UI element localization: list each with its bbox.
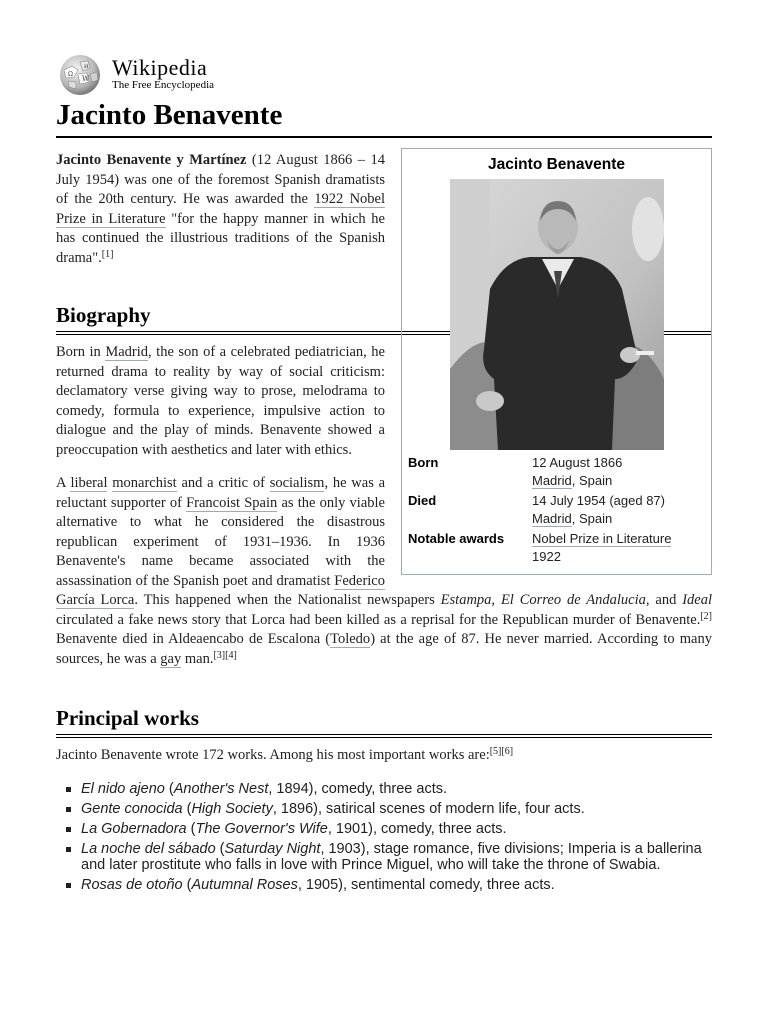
nobel-prize-link[interactable]: 1922 Nobel Prize in Literature (56, 191, 386, 227)
work-text: , 1903), stage romance, five divisions; Imperia is a ballerina and later prostitute who falls in love with Prince Miguel, who will take the throne of Swabia. (81, 840, 702, 873)
infobox (401, 148, 712, 575)
page-title: Jacinto Benavente (56, 98, 712, 138)
work-text: , 1896), satirical scenes of modern life, four acts. (272, 800, 585, 817)
work-english-title: High Society (191, 800, 273, 817)
body-text: , he was a reluctant supporter of (56, 475, 386, 511)
svg-text:W: W (82, 75, 90, 83)
infobox-title: Jacinto Benavente (488, 156, 625, 173)
body-text: , (491, 592, 501, 608)
works-intro (56, 746, 712, 766)
madrid-link[interactable]: Madrid (105, 344, 149, 360)
list-item (81, 877, 712, 894)
intro-text: "for the happy manner in which he has continued the illustrious traditions of the Spanish drama". (56, 210, 385, 266)
work-text: , 1905), sentimental comedy, three acts. (297, 877, 555, 893)
bullet-icon (66, 883, 71, 888)
intro-text: (12 August 1866 – 14 July 1954) was one of the foremost Spanish dramatists of the 20th century. He was awarded the (56, 152, 385, 207)
body-text: circulated a fake news story that Lorca had been killed as a reprisal for the Republican murder of Benavente. (56, 611, 701, 628)
work-title: Rosas de otoño (81, 877, 183, 893)
infobox-label-born: Born (408, 455, 439, 470)
work-text: ( (215, 840, 225, 857)
body-text: , and (645, 592, 683, 608)
ref-link[interactable]: [6] (501, 746, 514, 757)
wikipedia-globe-icon (56, 52, 104, 96)
died-place-rest: , Spain (571, 511, 613, 526)
list-item (81, 801, 712, 818)
work-english-title: Saturday Night (224, 840, 321, 857)
article-page (56, 52, 712, 897)
work-text: ( (182, 877, 192, 893)
monarchist-link[interactable]: monarchist (112, 475, 177, 491)
born-place-rest: , Spain (571, 473, 613, 488)
gay-link[interactable]: gay (160, 650, 182, 667)
infobox-label-awards: Notable awards (408, 531, 505, 546)
work-english-title: The Governor's Wife (195, 820, 328, 837)
body-text: A (56, 475, 71, 491)
work-english-title: Autumnal Roses (191, 877, 298, 893)
francoist-spain-link[interactable]: Francoist Spain (186, 494, 278, 511)
bullet-icon (66, 847, 71, 852)
socialism-link[interactable]: socialism (269, 475, 325, 491)
portrait-photo (450, 179, 664, 450)
ref-link[interactable]: [1] (101, 248, 114, 260)
body-text: , the son of a celebrated pediatrician, he returned drama to reality by way of social criticism: declamatory verse giving way to prose, melodrama to comedy, formula to experience, impulsive action to dialogue and the play of minds. Benavente showed a preoccupation with aesthetics and later with ethics. (56, 344, 385, 458)
work-title: Gente conocida (81, 800, 183, 817)
newspaper-name: Estampa (440, 592, 492, 608)
section-heading-biography: Biography (56, 302, 712, 335)
list-item (81, 821, 712, 838)
infobox-row-awards (408, 530, 705, 566)
body-text: Jacinto Benavente wrote 172 works. Among his most important works are: (56, 747, 490, 763)
newspaper-name: El Correo de Andalucia (500, 592, 646, 608)
toledo-link[interactable]: Toledo (330, 631, 371, 647)
svg-text:И: И (84, 64, 89, 70)
list-item (81, 781, 712, 798)
work-text: ( (182, 800, 192, 817)
work-title: La noche del sábado (81, 840, 216, 857)
wordmark-name: Wikipedia (112, 55, 208, 80)
died-place-link[interactable]: Madrid (532, 511, 572, 526)
born-date: 12 August 1866 (532, 455, 623, 470)
ref-link[interactable]: [4] (225, 649, 237, 661)
body-text: . This happened when the Nationalist newspapers (134, 592, 441, 608)
liberal-link[interactable]: liberal (70, 475, 108, 491)
works-list (56, 781, 712, 894)
work-text: , 1894), comedy, three acts. (268, 780, 448, 797)
ref-link[interactable]: [3] (213, 649, 226, 661)
lorca-link[interactable]: Federico García Lorca (56, 572, 385, 608)
ref-link[interactable]: [2] (700, 610, 712, 622)
work-title: El nido ajeno (81, 780, 165, 797)
newspaper-name: Ideal (682, 592, 713, 608)
svg-text:Ω: Ω (68, 71, 73, 78)
work-text: , 1901), comedy, three acts. (327, 820, 507, 837)
wordmark-tagline: The Free Encyclopedia (112, 79, 215, 91)
body-text: and a critic of (176, 475, 270, 491)
infobox-row-born (408, 454, 705, 490)
body-text: man. (181, 650, 214, 667)
body-text: Benavente died in Aldeaencabo de Escalona ( (56, 631, 331, 647)
body-text: as the only viable alternative to what he considered the disastrous republican experiment of 1931–1936. In 1936 Benavente's name became associated with the assassination of the Spanish poet and dramatist (56, 494, 385, 589)
infobox-row-died (408, 492, 705, 528)
bullet-icon (66, 787, 71, 792)
awards-year: 1922 (532, 549, 561, 564)
intro-bold-name: Jacinto Benavente y Martínez (56, 152, 247, 168)
body-text: Born in (56, 344, 106, 360)
list-item (81, 841, 712, 874)
died-date: 14 July 1954 (aged 87) (532, 493, 665, 508)
work-text: ( (186, 820, 196, 837)
ref-link[interactable]: [5] (489, 746, 502, 757)
work-title: La Gobernadora (81, 820, 187, 837)
bullet-icon (66, 807, 71, 812)
work-text: ( (164, 780, 174, 797)
section-heading-principal-works: Principal works (56, 705, 712, 738)
body-text: ) at the age of 87. He never married. According to many sources, he was a (56, 631, 712, 667)
infobox-label-died: Died (408, 493, 437, 508)
bullet-icon (66, 827, 71, 832)
work-english-title: Another's Nest (173, 780, 269, 797)
awards-link[interactable]: Nobel Prize in Literature (532, 531, 672, 546)
wikipedia-logo[interactable] (56, 52, 712, 96)
born-place-link[interactable]: Madrid (532, 473, 572, 488)
